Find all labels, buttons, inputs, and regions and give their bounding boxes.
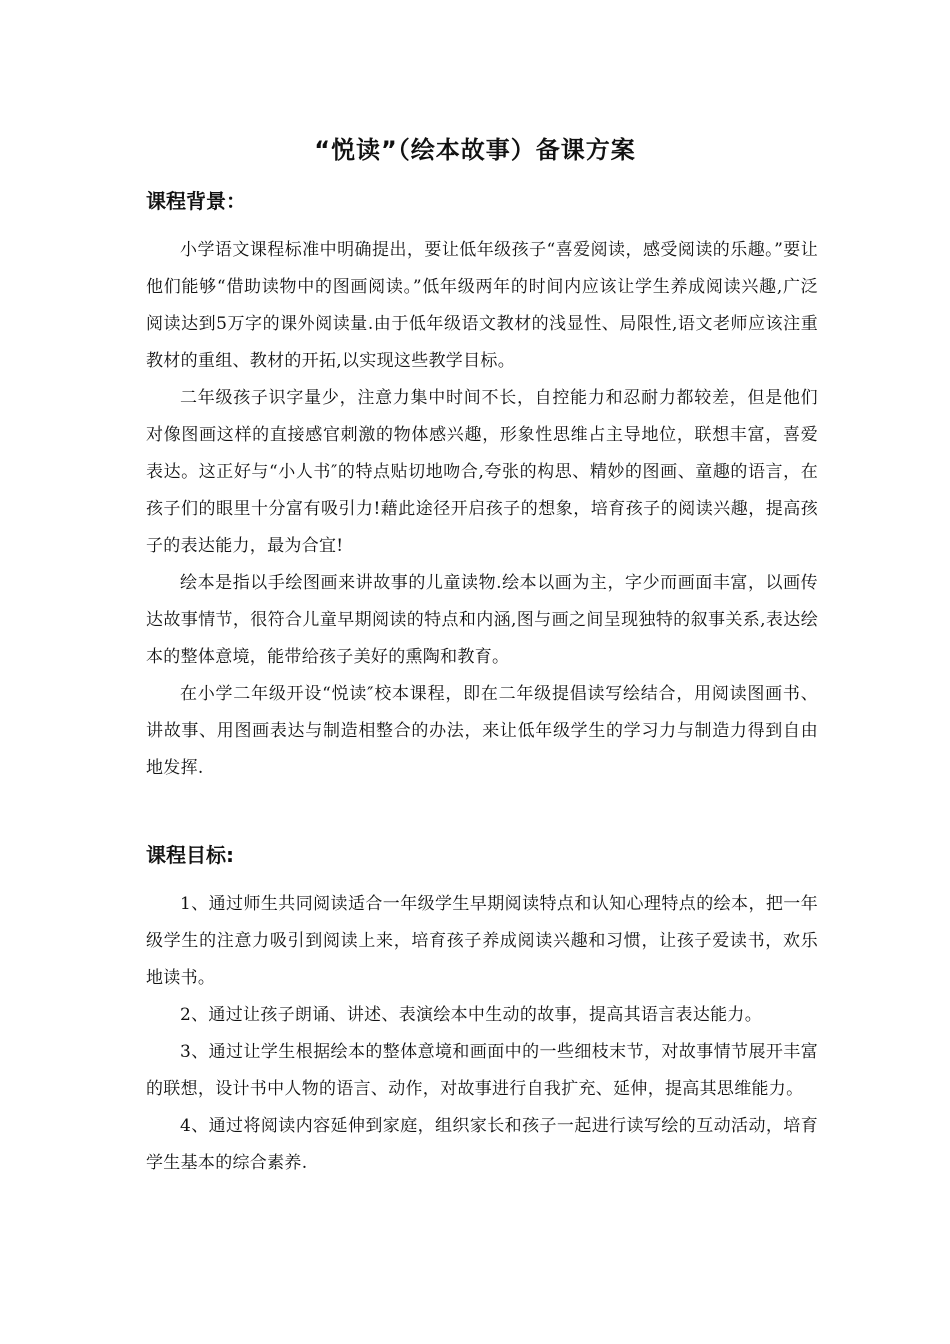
paragraph: 在小学二年级开设“悦读″校本课程，即在二年级提倡读写绘结合，用阅读图画书、讲故事、用图画表达与制造相整合的办法，来让低年级学生的学习力与制造力得到自由地发挥.: [146, 684, 818, 778]
section-body-background: [146, 232, 818, 787]
goal-item: 2、通过让孩子朗诵、讲述、表演绘本中生动的故事，提高其语言表达能力。: [180, 1005, 763, 1025]
paragraph: 小学语文课程标准中明确提出，要让低年级孩子“喜爱阅读，感受阅读的乐趣。”要让他们能够“借助读物中的图画阅读。”低年级两年的时间内应该让学生养成阅读兴趣,广泛阅读达到5万字的课外阅读量.由于低年级语文教材的浅显性、局限性,语文老师应该注重教材的重组、教材的开拓,以实现这些教学目标。: [146, 240, 818, 371]
document-title: “悦读”（绘本故事）备课方案: [314, 136, 636, 164]
paragraph: 绘本是指以手绘图画来讲故事的儿童读物.绘本以画为主，字少而画面丰富，以画传达故事情节，很符合儿童早期阅读的特点和内涵,图与画之间呈现独特的叙事关系,表达绘本的整体意境，能带给孩子美好的熏陶和教育。: [146, 573, 818, 667]
section-body-goals: [146, 886, 818, 1182]
section-heading-goals: 课程目标:: [146, 843, 234, 867]
goal-item: 3、通过让学生根据绘本的整体意境和画面中的一些细枝末节，对故事情节展开丰富的联想，设计书中人物的语言、动作，对故事进行自我扩充、延伸，提高其思维能力。: [146, 1042, 818, 1099]
paragraph: 二年级孩子识字量少，注意力集中时间不长，自控能力和忍耐力都较差，但是他们对像图画这样的直接感官刺激的物体感兴趣，形象性思维占主导地位，联想丰富，喜爱表达。这正好与“小人书″的特点贴切地吻合,夸张的构思、精妙的图画、童趣的语言，在孩子们的眼里十分富有吸引力!藉此途径开启孩子的想象，培育孩子的阅读兴趣，提高孩子的表达能力，最为合宜!: [146, 388, 818, 556]
goal-item: 1、通过师生共同阅读适合一年级学生早期阅读特点和认知心理特点的绘本，把一年级学生的注意力吸引到阅读上来，培育孩子养成阅读兴趣和习惯，让孩子爱读书，欢乐地读书。: [146, 894, 818, 988]
goal-item: 4、通过将阅读内容延伸到家庭，组织家长和孩子一起进行读写绘的互动活动，培育学生基本的综合素养.: [146, 1116, 818, 1173]
section-heading-background: 课程背景：: [146, 189, 246, 213]
